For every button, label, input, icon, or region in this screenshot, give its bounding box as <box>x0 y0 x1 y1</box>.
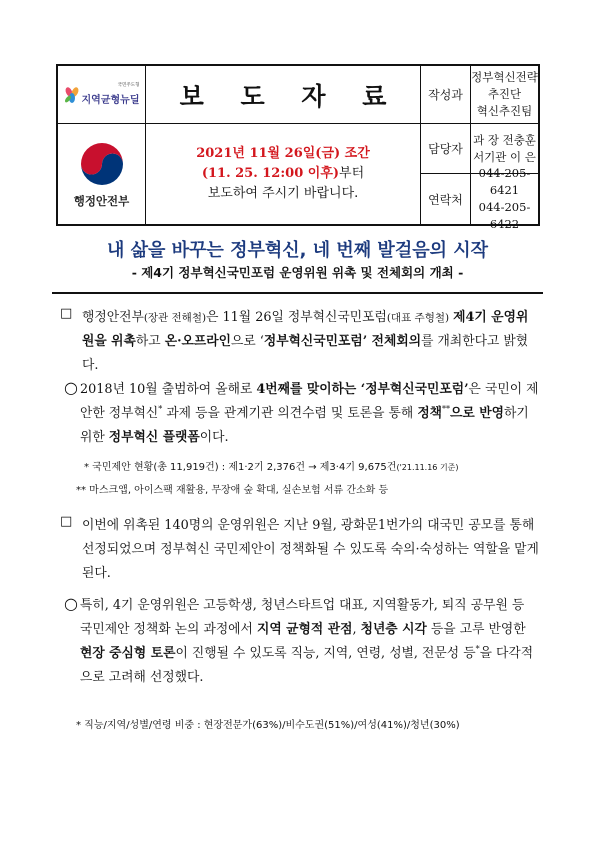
title-cell <box>146 66 421 124</box>
contact-person-label-cell <box>421 124 471 174</box>
author-dept-line-2: 혁신추진팀 <box>476 104 533 118</box>
p2-h: 정부혁신 플랫폼 <box>108 430 200 445</box>
embargo-time-suffix: 부터 <box>339 166 365 181</box>
p2-c-sup: * <box>158 404 163 414</box>
p1-f: 으로 ‘ <box>230 334 264 349</box>
author-dept-label-cell <box>421 66 471 124</box>
embargo-request: 보도하여 주시기 바랍니다. <box>207 186 359 201</box>
contact-number-line-2: 044-205-6422 <box>478 200 531 231</box>
contact-number-label-cell <box>421 174 471 224</box>
contact-number-label: 연락처 <box>428 192 463 207</box>
press-release-header <box>56 64 540 231</box>
author-dept-label: 작성과 <box>428 88 463 102</box>
page-title: 보 도 자 료 <box>179 81 401 111</box>
p1-a: 행정안전부 <box>82 310 144 325</box>
p4-f: 현장 중심형 토론 <box>80 646 176 661</box>
p4-h: 을 다각적으로 고려해 선정했다. <box>80 646 534 685</box>
p2-e-sup: ** <box>442 404 451 414</box>
p2-g: 하기 위한 <box>80 406 529 445</box>
embargo-cell <box>146 124 421 224</box>
p1-h: 를 개최한다고 밝혔다. <box>82 334 529 373</box>
p4-c: , <box>352 622 361 637</box>
government-emblem-icon <box>77 139 127 189</box>
paragraph-4 <box>80 594 540 690</box>
square-bullet-icon: □ <box>60 306 73 321</box>
balanced-new-deal-logo-cell <box>58 66 146 124</box>
p2-f: 으로 반영 <box>450 406 504 421</box>
footnote-1-text: * 국민제안 현황(총 11,919건) : 제1·2기 2,376건 → 제3·4기 9,675건 <box>84 462 397 473</box>
p4-g-sup: * <box>475 644 480 654</box>
p1-c: 제4기 운영위원을 위촉 <box>82 310 529 349</box>
p1-g: 정부혁신국민포럼’ 전체회의 <box>263 334 422 349</box>
p2-c: 은 국민이 제안한 정부혁신 <box>80 382 539 421</box>
balanced-new-deal-logo <box>58 66 145 123</box>
ministry-name: 행정안전부 <box>73 194 130 208</box>
embargo-date: 2021년 11월 26일(금) 조간 <box>196 146 370 161</box>
footnote-1-date: ('21.11.16 기준) <box>396 463 459 472</box>
ministry-logo-cell <box>58 124 146 224</box>
contact-number-line-1: 044-205-6421 <box>478 166 531 197</box>
contact-person-line-1: 과 장 전충훈 <box>473 132 536 147</box>
paragraph-2 <box>80 378 540 450</box>
contact-person-line-2: 서기관 이 은 <box>473 149 536 164</box>
new-deal-leaf-icon <box>64 86 80 104</box>
p4-d: 청년층 시각 <box>360 622 427 637</box>
p2-d: 과제 등을 관계기관 의견수렴 및 토론을 통해 <box>162 406 418 421</box>
p4-g: 이 진행될 수 있도록 직능, 지역, 연령, 성별, 전문성 등 <box>175 646 476 661</box>
p1-e: 온·오프라인 <box>164 334 231 349</box>
headline: 내 삶을 바꾸는 정부혁신, 네 번째 발걸음의 시작 <box>106 240 489 261</box>
p1-a-small: (장관 전해철) <box>143 312 207 324</box>
embargo-time-line <box>202 164 364 184</box>
footnote-1 <box>84 458 459 473</box>
footnote-2: ** 마스크앱, 아이스팩 재활용, 무장애 숲 확대, 실손보험 서류 간소화 등 <box>76 485 389 496</box>
brand-name: 지역균형뉴딜 <box>81 95 140 106</box>
p2-i: 이다. <box>199 430 229 445</box>
p4-e: 등을 고루 반영한 <box>426 622 526 637</box>
p2-b: 4번째를 맞이하는 ‘정부혁신국민포럼’ <box>256 382 469 397</box>
p4-b: 지역 균형적 관점 <box>256 622 353 637</box>
subheadline: - 제4기 정부혁신국민포럼 운영위원 위촉 및 전체회의 개최 - <box>131 265 464 280</box>
brand-small-text: 국민주도형 <box>117 83 140 88</box>
headline-divider <box>52 292 543 294</box>
contact-number-value-cell <box>471 166 538 231</box>
square-bullet-icon: □ <box>60 514 73 529</box>
author-dept-line-1: 정부혁신전략추진단 <box>471 70 538 101</box>
circle-bullet-icon: ○ <box>64 378 78 397</box>
p2-a: 2018년 10월 출범하여 올해로 <box>80 382 257 397</box>
paragraph-3: 이번에 위촉된 140명의 운영위원은 지난 9월, 광화문1번가의 대국민 공모를 통해 선정되었으며 정부혁신 국민제안이 정책화될 수 있도록 숙의·숙성하는 역할을 맡게 된다. <box>82 518 539 581</box>
paragraph-1 <box>82 306 540 378</box>
footnote-3: * 직능/지역/성별/연령 비중 : 현장전문가(63%)/비수도권(51%)/여성(41%)/청년(30%) <box>76 720 460 731</box>
p2-e: 정책 <box>417 406 443 421</box>
p1-d: 하고 <box>135 334 165 349</box>
author-dept-value-cell <box>471 66 538 124</box>
contact-person-label: 담당자 <box>428 142 463 156</box>
embargo-time: (11. 25. 12:00 이후) <box>201 166 340 181</box>
circle-bullet-icon: ○ <box>64 594 78 613</box>
p1-b: 은 11월 26일 정부혁신국민포럼 <box>206 310 387 325</box>
p4-a: 특히, 4기 운영위원은 고등학생, 청년스타트업 대표, 지역활동가, 퇴직 공무원 등 국민제안 정책화 논의 과정에서 <box>80 598 525 637</box>
p1-b-small: (대표 주형철) <box>386 312 450 324</box>
